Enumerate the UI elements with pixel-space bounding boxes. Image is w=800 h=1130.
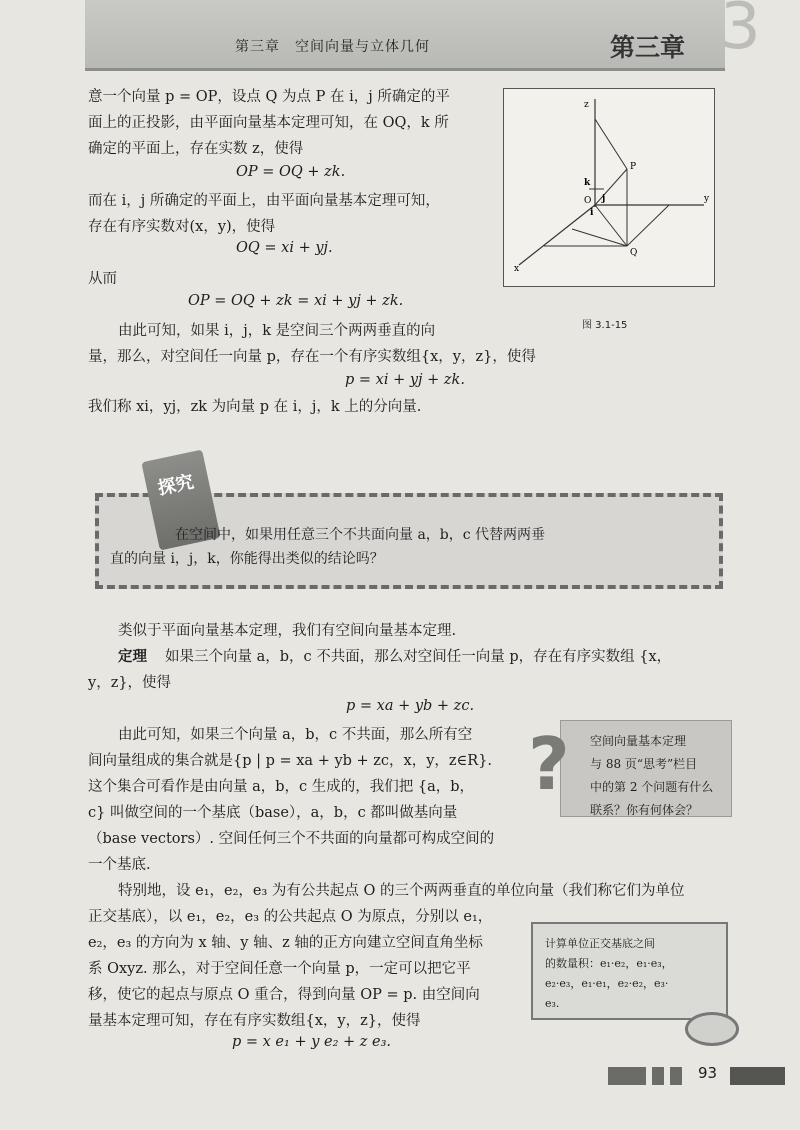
calc-line: 计算单位正交基底之间 [545, 937, 655, 950]
text-line: 确定的平面上，存在实数 z，使得 [88, 141, 304, 157]
explore-question: 直的向量 i，j，k，你能得出类似的结论吗？ [110, 551, 384, 567]
chapter-title: 第三章 空间向量与立体几何 [235, 39, 430, 55]
chapter-number-watermark: 3 [720, 0, 761, 64]
equation: OP = OQ + zk = xi + yj + zk. [188, 293, 404, 309]
question-mark-icon: ? [528, 722, 570, 806]
equation: p = xi + yj + zk. [345, 372, 465, 388]
explore-tag-label: 探究 [156, 471, 196, 500]
footer-bar [730, 1067, 785, 1085]
chapter-label: 第三章 [610, 33, 686, 62]
vector-label-k: k [584, 178, 591, 188]
text-line: 量，那么，对空间任一向量 p，存在一个有序实数组{x，y，z}，使得 [88, 349, 536, 365]
text-line: 间向量组成的集合就是{p | p = xa + yb + zc，x，y，z∈R}. [88, 753, 493, 769]
think-line: 联系？你有何体会？ [590, 803, 699, 817]
footer-bar [652, 1067, 664, 1085]
equation: OQ = xi + yj. [236, 240, 333, 256]
figure-3-1-15 [503, 88, 715, 287]
text-line: 我们称 xi，yj，zk 为向量 p 在 i，j，k 上的分向量. [88, 399, 422, 415]
key-icon [685, 1012, 739, 1046]
vector-label-i: i [590, 208, 594, 218]
coordinate-diagram [504, 89, 714, 286]
footer-bar [608, 1067, 646, 1085]
theorem-intro: 类似于平面向量基本定理，我们有空间向量基本定理. [118, 623, 457, 639]
equation: OP = OQ + zk. [236, 164, 346, 180]
axis-label-z: z [584, 100, 589, 110]
text-line: 一个基底. [88, 857, 151, 873]
point-label-q: Q [630, 248, 638, 258]
vector-label-j: j [602, 194, 606, 204]
text-line: e₂，e₃ 的方向为 x 轴、y 轴、z 轴的正方向建立空间直角坐标 [88, 935, 483, 951]
text-line: 存在有序实数对(x，y)，使得 [88, 219, 276, 235]
text-line: c} 叫做空间的一个基底（base），a，b，c 都叫做基向量 [88, 805, 458, 821]
theorem-label: 定理 [118, 648, 147, 665]
text-line: 从而 [88, 271, 117, 287]
text-line: 面上的正投影，由平面向量基本定理可知，在 OQ，k 所 [88, 115, 449, 131]
theorem-text: 如果三个向量 a，b，c 不共面，那么对空间任一向量 p，存在有序实数组 {x， [165, 649, 672, 665]
think-line: 与 88 页“思考”栏目 [590, 757, 698, 771]
text-line: 正交基底），以 e₁，e₂，e₃ 的公共起点 O 为原点，分别以 e₁， [88, 909, 493, 925]
text-line: 而在 i，j 所确定的平面上，由平面向量基本定理可知， [88, 193, 440, 209]
point-label-o: O [584, 196, 592, 206]
text-line: 移，使它的起点与原点 O 重合，得到向量 OP = p. 由空间向 [88, 987, 480, 1003]
calc-line: e₂·e₃，e₁·e₁，e₂·e₂，e₃· [545, 977, 669, 990]
theorem-text: y，z}，使得 [88, 675, 172, 691]
axis-label-y: y [704, 194, 710, 204]
text-line: 特别地，设 e₁，e₂，e₃ 为有公共起点 O 的三个两两垂直的单位向量（我们称它们为单位 [118, 883, 685, 899]
think-line: 中的第 2 个问题有什么 [590, 780, 714, 794]
calc-line: 的数量积：e₁·e₂，e₁·e₃， [545, 957, 673, 970]
text-line: 这个集合可看作是由向量 a，b，c 生成的，我们把 {a，b， [88, 779, 475, 795]
page-number: 93 [698, 1064, 718, 1082]
axis-label-x: x [514, 264, 520, 274]
text-line: （base vectors）. 空间任何三个不共面的向量都可构成空间的 [88, 831, 495, 847]
text-line: 由此可知，如果三个向量 a，b，c 不共面，那么所有空 [118, 727, 473, 743]
calc-line: e₃. [545, 997, 560, 1010]
footer-bar [670, 1067, 682, 1085]
calc-text [545, 934, 673, 1014]
text-line: 意一个向量 p = OP，设点 Q 为点 P 在 i，j 所确定的平 [88, 89, 450, 105]
think-line: 空间向量基本定理 [590, 734, 687, 748]
point-label-p: P [630, 162, 637, 172]
header-bar [85, 0, 761, 71]
figure-caption: 图 3.1-15 [582, 320, 628, 331]
theorem-equation: p = xa + yb + zc. [346, 698, 475, 714]
text-line: 系 Oxyz. 那么，对于空间任意一个向量 p，一定可以把它平 [88, 961, 471, 977]
text-line: 由此可知，如果 i，j，k 是空间三个两两垂直的向 [118, 323, 436, 339]
equation: p = x e₁ + y e₂ + z e₃. [232, 1034, 392, 1050]
think-text [590, 730, 713, 822]
explore-question: 在空间中，如果用任意三个不共面向量 a，b，c 代替两两垂 [175, 527, 546, 543]
text-line: 量基本定理可知，存在有序实数组{x，y，z}，使得 [88, 1013, 421, 1029]
